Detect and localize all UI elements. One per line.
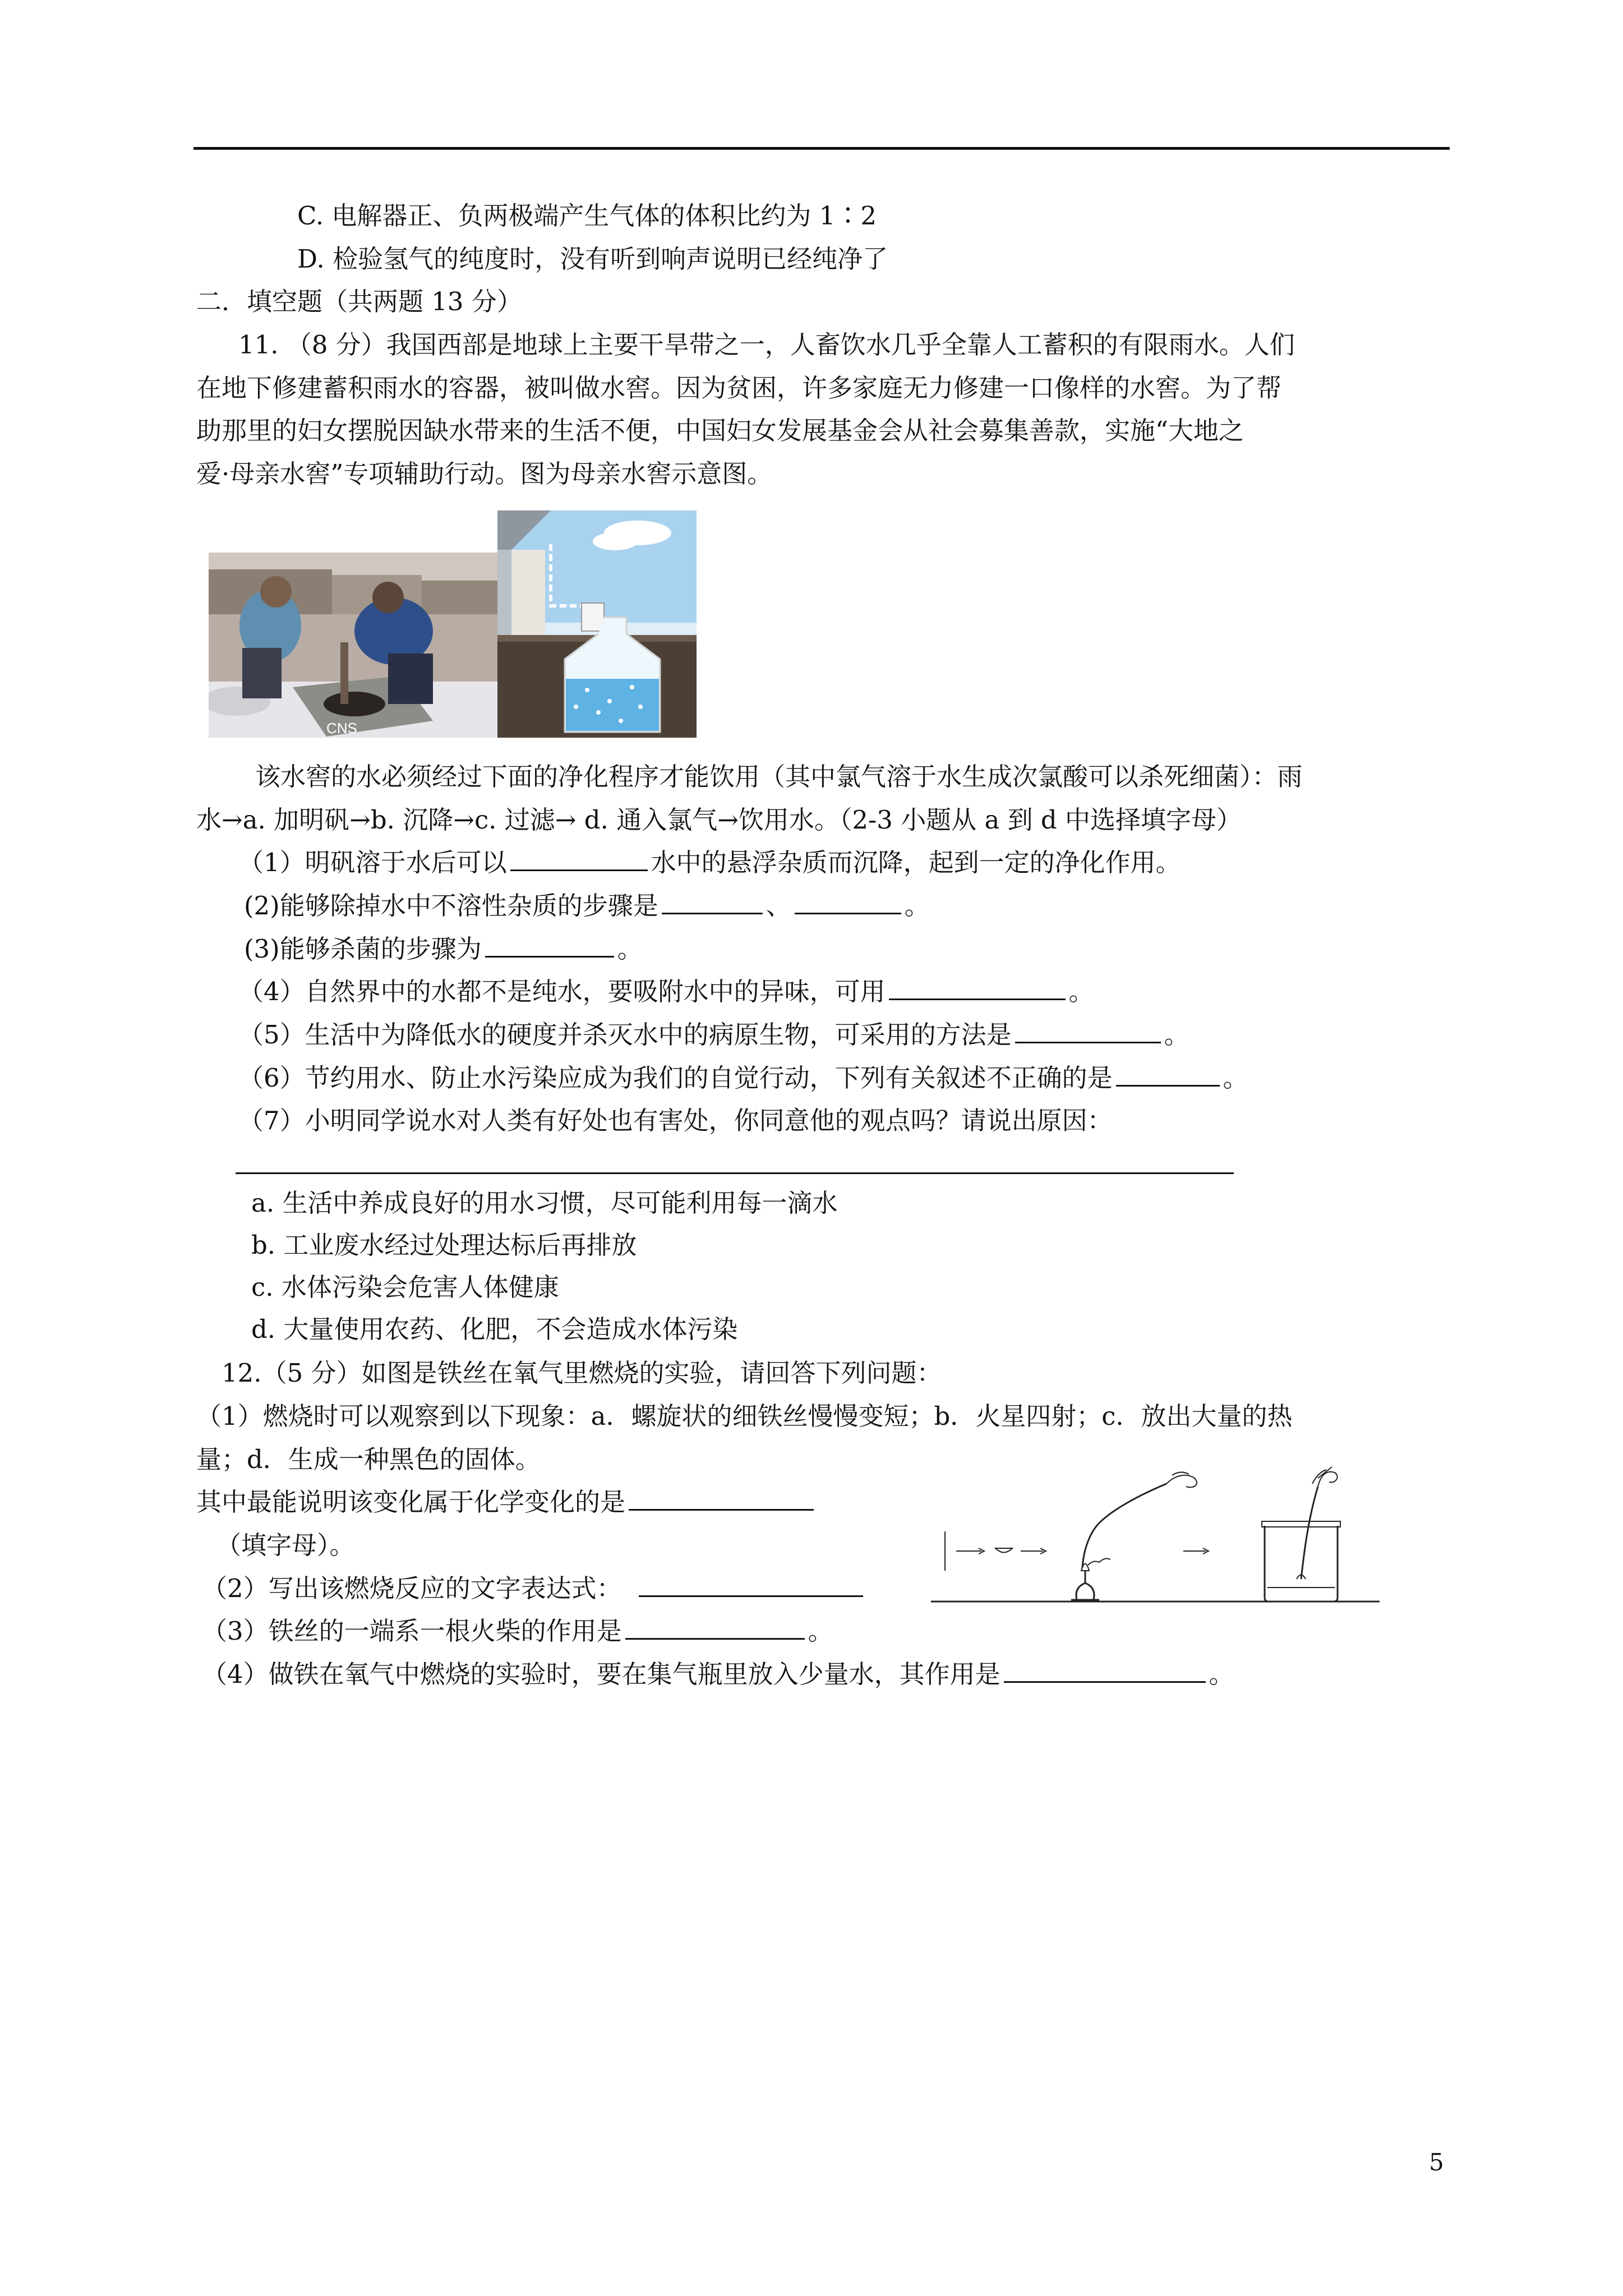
q11-sub1-text: （1）明矾溶于水后可以 (238, 848, 507, 877)
q11-sub4-text-end: 。 (1068, 977, 1094, 1006)
q11-sub5-text-end: 。 (1164, 1020, 1189, 1050)
answer-blank[interactable] (662, 890, 763, 914)
answer-blank[interactable] (629, 1487, 814, 1511)
q11-sub2 (244, 889, 930, 923)
q11-intro-line2: 在地下修建蓄积雨水的容器，被叫做水窖。因为贫困，许多家庭无力修建一口像样的水窖。为了帮 (196, 373, 1282, 403)
q11-sub7: （7）小明同学说水对人类有好处也有害处，你同意他的观点吗？请说出原因： (238, 1106, 1113, 1135)
header-rule (193, 147, 1450, 150)
q12-sub1-line4: （填字母）。 (216, 1530, 355, 1560)
q11-purify-line1: 该水窖的水必须经过下面的净化程序才能饮用（其中氯气溶于水生成次氯酸可以杀死细菌）：雨 (255, 762, 1303, 792)
q11-sub5 (238, 1018, 1189, 1052)
q11-intro-line3: 助那里的妇女摆脱因缺水带来的生活不便，中国妇女发展基金会从社会募集善款，实施“大地之 (196, 416, 1244, 445)
iron-combustion-figure (931, 1453, 1396, 1610)
q12-intro: 12.（5 分）如图是铁丝在氧气里燃烧的实验，请回答下列问题： (222, 1358, 942, 1388)
q11-sub7-answer-line[interactable] (236, 1172, 1234, 1174)
answer-blank[interactable] (1015, 1019, 1161, 1043)
q10-option-c: C. 电解器正、负两极端产生气体的体积比约为 1∶2 (297, 201, 877, 231)
q12-sub1-text: 其中最能说明该变化属于化学变化的是 (196, 1487, 626, 1517)
section-title: 二．填空题（共两题 13 分） (196, 287, 522, 316)
q11-sub1-text-end: 水中的悬浮杂质而沉降，起到一定的净化作用。 (651, 848, 1181, 877)
answer-blank[interactable] (795, 890, 901, 914)
q11-sub4 (238, 975, 1094, 1009)
q12-sub3-text-end: 。 (808, 1616, 833, 1646)
q11-sub6-text: （6）节约用水、防止水污染应成为我们的自觉行动，下列有关叙述不正确的是 (238, 1063, 1113, 1093)
page-number: 5 (1429, 2148, 1444, 2176)
q11-option-b: b. 工业废水经过处理达标后再排放 (251, 1230, 637, 1260)
q11-option-c: c. 水体污染会危害人体健康 (251, 1272, 559, 1302)
q11-sub6 (238, 1061, 1248, 1095)
q12-sub2-text: （2）写出该燃烧反应的文字表达式： (202, 1573, 622, 1603)
q11-option-d: d. 大量使用农药、化肥，不会造成水体污染 (251, 1314, 738, 1344)
answer-blank[interactable] (625, 1616, 805, 1640)
q10-option-d: D. 检验氢气的纯度时，没有听到响声说明已经纯净了 (297, 244, 888, 274)
q12-sub4 (202, 1658, 1234, 1691)
q12-sub4-text-end: 。 (1209, 1659, 1234, 1689)
q11-sub2-text-end: 。 (904, 891, 930, 921)
q11-sub2-text: (2)能够除掉水中不溶性杂质的步骤是 (244, 891, 658, 921)
q11-purify-line2: 水→a. 加明矾→b. 沉降→c. 过滤→ d. 通入氯气→饮用水。（2-3 小题从 a 到 d 中选择填字母） (196, 805, 1242, 835)
q12-sub3 (202, 1614, 833, 1648)
q11-sub6-text-end: 。 (1223, 1063, 1248, 1093)
q12-sub1-line3 (196, 1485, 817, 1519)
answer-blank[interactable] (639, 1573, 863, 1597)
q11-sub4-text: （4）自然界中的水都不是纯水，要吸附水中的异味，可用 (238, 977, 886, 1006)
q11-sub3-text-end: 。 (617, 934, 643, 964)
q11-sub3-text: (3)能够杀菌的步骤为 (244, 934, 482, 964)
answer-blank[interactable] (1004, 1659, 1206, 1683)
answer-blank[interactable] (889, 976, 1066, 1000)
water-cellar-photo (209, 553, 497, 738)
q12-sub1-line2: 量；d．生成一种黑色的固体。 (196, 1444, 541, 1474)
q12-sub4-text: （4）做铁在氧气中燃烧的实验时，要在集气瓶里放入少量水，其作用是 (202, 1659, 1000, 1689)
q12-sub2 (202, 1572, 866, 1605)
photo-watermark: CNS (326, 720, 357, 737)
q11-option-a: a. 生活中养成良好的用水习惯，尽可能利用每一滴水 (251, 1188, 838, 1218)
answer-blank[interactable] (1116, 1062, 1220, 1087)
q12-sub3-text: （3）铁丝的一端系一根火柴的作用是 (202, 1616, 622, 1646)
q11-intro-line4: 爱·母亲水窖”专项辅助行动。图为母亲水窖示意图。 (196, 459, 773, 489)
q11-intro-line1: 11. （8 分）我国西部是地球上主要干旱带之一，人畜饮水几乎全靠人工蓄积的有限雨水。人们 (238, 330, 1295, 360)
answer-blank[interactable] (485, 933, 614, 958)
q12-sub1-line1: （1）燃烧时可以观察到以下现象：a．螺旋状的细铁丝慢慢变短；b．火星四射；c．放出大量的热 (196, 1401, 1293, 1431)
q11-sub2-separator: 、 (766, 891, 791, 921)
q11-sub5-text: （5）生活中为降低水的硬度并杀灭水中的病原生物，可采用的方法是 (238, 1020, 1012, 1050)
q11-sub1 (238, 846, 1181, 880)
answer-blank[interactable] (510, 847, 648, 871)
water-cellar-diagram (497, 510, 697, 738)
q11-sub3 (244, 932, 643, 966)
